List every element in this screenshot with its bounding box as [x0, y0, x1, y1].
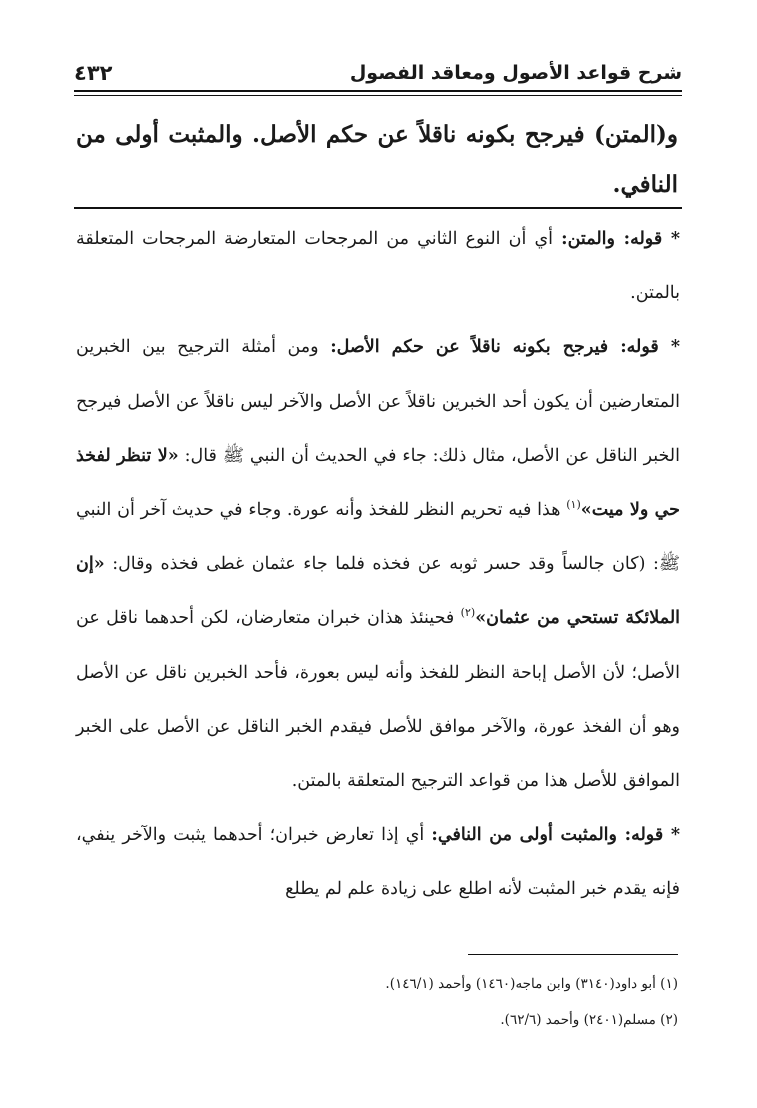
footnote-rule	[468, 954, 678, 955]
paragraph-text: ومن أمثلة الترجيح بين الخبرين المتعارضين أن يكون أحد الخبرين ناقلاً عن الأصل والآخر ليس ناقلاً عن الأصل فيرجح الخبر الناقل عن الأصل، مثال ذلك: جاء في الحديث أن النبي ﷺ قال:	[76, 337, 680, 466]
commentary-paragraph-3	[76, 808, 680, 916]
running-header	[74, 56, 682, 90]
header-rule-thin	[74, 95, 682, 96]
paragraph-text: أي أن النوع الثاني من المرجحات المتعارضة المرجحات المتعلقة بالمتن.	[76, 229, 680, 304]
commentary	[76, 212, 680, 917]
paragraph-lead: * قوله: فيرجح بكونه ناقلاً عن حكم الأصل:	[330, 337, 680, 358]
footnote-ref: (١)	[566, 498, 581, 512]
paragraph-lead: * قوله: والمثبت أولى من النافي:	[431, 825, 680, 846]
footnotes	[76, 966, 678, 1038]
hadith-quote: «لا تنظر لفخذ حي ولا ميت»	[76, 445, 681, 521]
footnote-2: (٢) مسلم(٢٤٠١) وأحمد (٦٢/٦).	[500, 1012, 678, 1028]
matn-text: و(المتن) فيرجح بكونه ناقلاً عن حكم الأصل. والمثبت أولى من النافي.	[76, 121, 678, 198]
commentary-paragraph-1	[76, 212, 680, 320]
header-rule-thick	[74, 90, 682, 92]
paragraph-text: هذا فيه تحريم النظر للفخذ وأنه عورة. وجاء في حديث آخر أن النبي ﷺ: (كان جالساً وقد حسر ثوبه عن فخذه فلما جاء عثمان غطى فخذه وقال:	[76, 500, 680, 575]
footnote-1: (١) أبو داود(٣١٤٠) وابن ماجه(١٤٦٠) وأحمد (١٤٦/١).	[385, 976, 678, 992]
header-title: شرح قواعد الأصول ومعاقد الفصول	[349, 62, 682, 84]
paragraph-lead: * قوله: والمتن:	[561, 229, 680, 249]
footnote-ref: (٢)	[460, 606, 476, 620]
commentary-paragraph-2	[76, 320, 680, 808]
paragraph-text: أي إذا تعارض خبران؛ أحدهما يثبت والآخر ينفي، فإنه يقدم خبر المثبت لأنه اطلع على زيادة علم لم يطلع	[76, 825, 680, 900]
page-number: ٤٣٢	[74, 61, 113, 85]
hadith-quote: «إن الملائكة تستحي من عثمان»	[76, 554, 681, 629]
matn-separator	[74, 207, 682, 209]
paragraph-text: فحينئذ هذان خبران متعارضان، لكن أحدهما ناقل عن الأصل؛ لأن الأصل إباحة النظر للفخذ وأنه ليس بعورة، فأحد الخبرين ناقل عن الأصل وهو أن الفخذ عورة، والآخر موافق للأصل فيقدم الخبر الناقل عن الأصل على الخبر الموافق للأصل هذا من قواعد الترجيح المتعلقة بالمتن.	[76, 608, 680, 792]
